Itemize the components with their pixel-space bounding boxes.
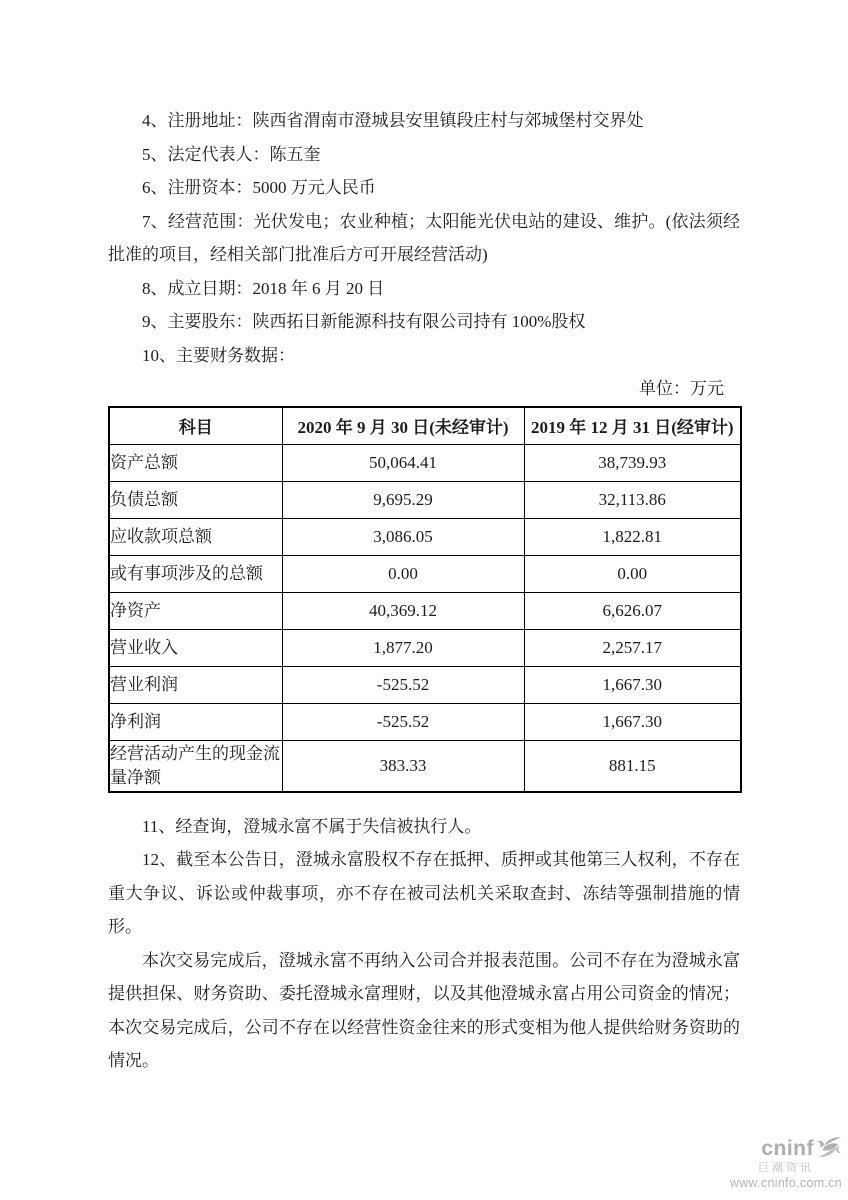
cell-value: 9,695.29 bbox=[282, 481, 524, 518]
list-item-5: 5、法定代表人：陈五奎 bbox=[142, 144, 321, 164]
cell-value: -525.52 bbox=[282, 666, 524, 703]
cell-value: 383.33 bbox=[282, 740, 524, 792]
cell-value: 1,822.81 bbox=[524, 518, 741, 555]
row-label: 资产总额 bbox=[109, 444, 282, 481]
table-row bbox=[109, 592, 741, 629]
table-row bbox=[109, 666, 741, 703]
list-item-10: 10、主要财务数据： bbox=[142, 345, 295, 365]
cell-value: 50,064.41 bbox=[282, 444, 524, 481]
cninfo-swirl-icon bbox=[816, 1136, 842, 1163]
watermark-brand-row bbox=[730, 1136, 842, 1163]
row-label: 或有事项涉及的总额 bbox=[109, 555, 282, 592]
closing-paragraph: 本次交易完成后，澄城永富不再纳入公司合并报表范围。公司不存在为澄城永富提供担保、财务资助、委托澄城永富理财，以及其他澄城永富占用公司资金的情况；本次交易完成后，公司不存在以经营性资金往来的形式变相为他人提供给财务资助的情况。 bbox=[108, 950, 740, 1070]
cell-value: 1,877.20 bbox=[282, 629, 524, 666]
cell-value: 40,369.12 bbox=[282, 592, 524, 629]
cell-value: 1,667.30 bbox=[524, 703, 741, 740]
list-item-11: 11、经查询，澄城永富不属于失信被执行人。 bbox=[142, 816, 482, 836]
cell-value: 3,086.05 bbox=[282, 518, 524, 555]
watermark bbox=[730, 1136, 842, 1190]
closing-paragraphs bbox=[108, 810, 740, 1078]
cell-value: 32,113.86 bbox=[524, 481, 741, 518]
table-row bbox=[109, 518, 741, 555]
column-header-2019-12-31: 2019 年 12 月 31 日(经审计) bbox=[524, 407, 741, 445]
table-row bbox=[109, 629, 741, 666]
cell-value: 2,257.17 bbox=[524, 629, 741, 666]
row-label: 营业利润 bbox=[109, 666, 282, 703]
list-item-12: 12、截至本公告日，澄城永富股权不存在抵押、质押或其他第三人权利，不存在重大争议、诉讼或仲裁事项，亦不存在被司法机关采取查封、冻结等强制措施的情形。 bbox=[108, 850, 740, 936]
watermark-url: www.cninfo.com.cn bbox=[729, 1175, 842, 1190]
financial-data-table bbox=[108, 406, 742, 793]
list-item-8: 8、成立日期：2018 年 6 月 20 日 bbox=[142, 278, 385, 298]
list-item-9: 9、主要股东：陕西拓日新能源科技有限公司持有 100%股权 bbox=[142, 312, 586, 331]
cell-value: 0.00 bbox=[524, 555, 741, 592]
table-row bbox=[109, 740, 741, 792]
row-label: 净资产 bbox=[109, 592, 282, 629]
cell-value: 1,667.30 bbox=[524, 666, 741, 703]
row-label: 经营活动产生的现金流量净额 bbox=[109, 740, 282, 792]
table-header-row bbox=[109, 407, 741, 445]
column-header-2020-09-30: 2020 年 9 月 30 日(未经审计) bbox=[282, 407, 524, 445]
table-row bbox=[109, 444, 741, 481]
cell-value: 0.00 bbox=[282, 555, 524, 592]
column-header-subject: 科目 bbox=[109, 407, 282, 445]
cell-value: 6,626.07 bbox=[524, 592, 741, 629]
unit-label: 单位：万元 bbox=[639, 379, 724, 398]
row-label: 净利润 bbox=[109, 703, 282, 740]
watermark-chinese-name: 巨潮资讯 bbox=[758, 1161, 814, 1174]
list-item-4: 4、注册地址：陕西省渭南市澄城县安里镇段庄村与郊城堡村交界处 bbox=[142, 111, 644, 130]
cell-value: 38,739.93 bbox=[524, 444, 741, 481]
cell-value: -525.52 bbox=[282, 703, 524, 740]
row-label: 负债总额 bbox=[109, 481, 282, 518]
row-label: 营业收入 bbox=[109, 629, 282, 666]
list-item-7: 7、经营范围：光伏发电；农业种植；太阳能光伏电站的建设、维护。(依法须经批准的项目，经相关部门批准后方可开展经营活动) bbox=[108, 211, 740, 264]
list-item-6: 6、注册资本：5000 万元人民币 bbox=[142, 178, 376, 197]
row-label: 应收款项总额 bbox=[109, 518, 282, 555]
table-row bbox=[109, 703, 741, 740]
cninfo-brand-text: cninf bbox=[761, 1137, 814, 1161]
table-row bbox=[109, 481, 741, 518]
cell-value: 881.15 bbox=[524, 740, 741, 792]
document-content bbox=[108, 104, 740, 1078]
table-row bbox=[109, 555, 741, 592]
